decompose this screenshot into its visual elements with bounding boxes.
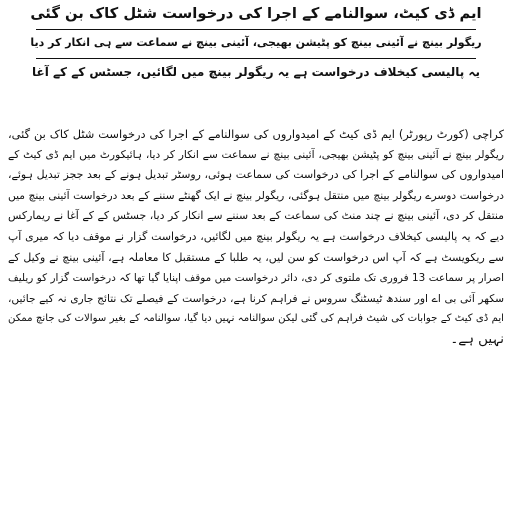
headline-divider <box>36 58 476 59</box>
article-line: منتقل کر دی، آئینی بینچ نے چند منٹ کی سماعت کے بعد سننے سے انکار کر دیا، جسٹس کے کے آغا نے ریمارکس <box>8 209 504 223</box>
main-headline: ایم ڈی کیٹ، سوالنامے کے اجرا کی درخواست شٹل کاک بن گئی <box>30 5 482 22</box>
article-line: ایم ڈی کیٹ کے جوابات کی شیٹ فراہم کی گئی لیکن سوالنامہ نہیں دیا گیا، سوالنامہ کے بغیر سوالات کی جانچ ممکن <box>8 313 504 325</box>
article-line: دیے کہ یہ پالیسی کیخلاف درخواست ہے یہ ریگولر بینچ میں لگائیں، درخواست گزار نے موقف دیا کہ میری آپ <box>8 229 504 243</box>
headline-block <box>30 4 482 84</box>
article-line: سے ریکویسٹ ہے کہ آپ اس درخواست کو سن لیں، یہ طلبا کے مستقبل کا معاملہ ہے، آئینی بینچ نے وکیل کے <box>8 250 504 264</box>
article-body <box>8 124 504 351</box>
article-line: درخواست دوسرے ریگولر بینچ میں منتقل ہوگئی، ریگولر بینچ نے ایک گھنٹے سننے کے بعد درخواست آئینی بینچ میں <box>8 188 504 202</box>
sub-headline-2: یہ پالیسی کیخلاف درخواست ہے یہ ریگولر بینچ میں لگائیں، جسٹس کے کے آغا <box>32 65 480 79</box>
sub-headline-1: ریگولر بینچ نے آئینی بینچ کو پٹیشن بھیجی، آئینی بینچ نے سماعت سے ہی انکار کر دیا <box>30 36 482 49</box>
article-line: کراچی (کورٹ رپورٹر) ایم ڈی کیٹ کے امیدواروں کی سوالنامے کے اجرا کی درخواست شٹل کاک بن گئی، <box>8 127 504 141</box>
headline-divider <box>36 29 476 30</box>
article-line: سکھر آئی بی اے اور سندھ ٹیسٹنگ سروس نے فراہم کرنا ہے، درخواست کے فیصلے تک نتائج جاری نہ کیے جائیں، <box>8 291 504 305</box>
article-line: امیدواروں کی سوالنامے کے اجرا کی درخواست کی سماعت ہوئی، روسٹر تبدیل ہونے کے بعد ججز تبدیل ہوئے، <box>8 168 504 182</box>
article-line: نہیں ہے۔ <box>450 331 504 347</box>
article-line: اصرار پر سماعت 13 فروری تک ملتوی کر دی، دائر درخواست میں موقف اپنایا گیا تھا کہ درخواست گزار کو ریلیف <box>8 272 504 285</box>
article-line: ریگولر بینچ نے آئینی بینچ کو پٹیشن بھیجی، آئینی بینچ نے سماعت سے انکار کر دیا، ہائیکورٹ میں ایم ڈی کیٹ کے <box>8 147 504 161</box>
